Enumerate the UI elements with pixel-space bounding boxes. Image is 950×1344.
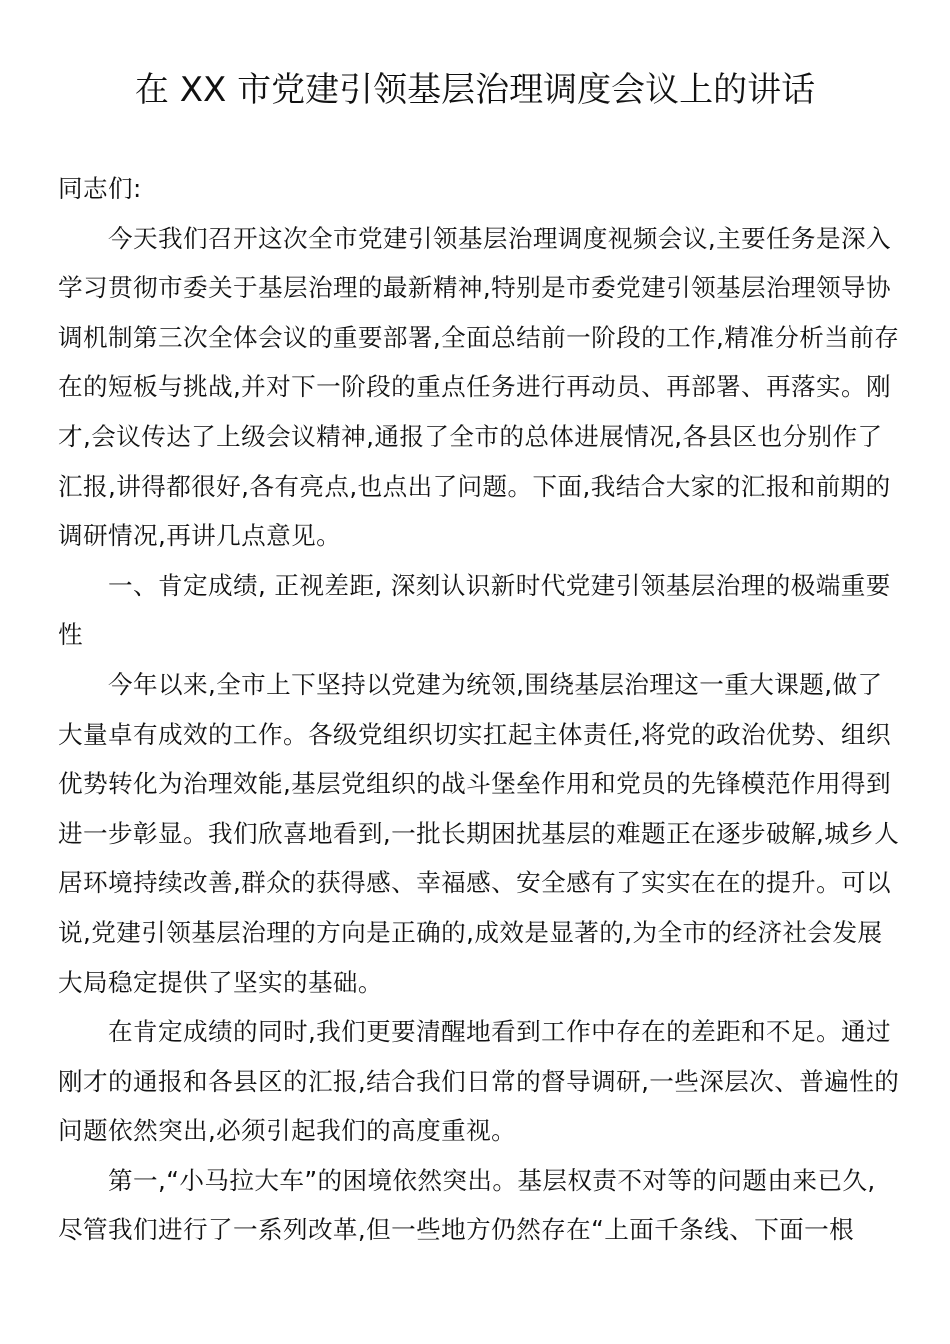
paragraph-line: 大局稳定提供了坚实的基础。 [58, 967, 383, 997]
paragraph-line: 第一,“小马拉大车”的困境依然突出。基层权责不对等的问题由来已久, [108, 1165, 876, 1195]
section-heading-line: 性 [58, 620, 83, 650]
paragraph-line: 才,会议传达了上级会议精神,通报了全市的总体进展情况,各县区也分别作了 [58, 421, 883, 451]
paragraph-line: 调机制第三次全体会议的重要部署,全面总结前一阶段的工作,精准分析当前存 [58, 322, 900, 352]
paragraph-line: 调研情况,再讲几点意见。 [58, 521, 342, 551]
paragraph-line: 大量卓有成效的工作。各级党组织切实扛起主体责任,将党的政治优势、组织 [58, 719, 892, 749]
paragraph-line: 学习贯彻市委关于基层治理的最新精神,特别是市委党建引领基层治理领导协 [58, 273, 892, 303]
paragraph-line: 在肯定成绩的同时,我们更要清醒地看到工作中存在的差距和不足。通过 [108, 1017, 892, 1047]
document-title: 在 XX 市党建引领基层治理调度会议上的讲话 [134, 70, 816, 110]
paragraph-line: 尽管我们进行了一系列改革,但一些地方仍然存在“上面千条线、下面一根 [58, 1215, 855, 1245]
paragraph-line: 今天我们召开这次全市党建引领基层治理调度视频会议,主要任务是深入 [108, 223, 892, 253]
paragraph-line: 居环境持续改善,群众的获得感、幸福感、安全感有了实实在在的提升。可以 [58, 868, 892, 898]
salutation-line: 同志们: [58, 174, 142, 203]
paragraph-line: 问题依然突出,必须引起我们的高度重视。 [58, 1116, 517, 1146]
paragraph-line: 汇报,讲得都很好,各有亮点,也点出了问题。下面,我结合大家的汇报和前期的 [58, 471, 891, 501]
paragraph-line: 今年以来,全市上下坚持以党建为统领,围绕基层治理这一重大课题,做了 [108, 669, 883, 699]
document-body [58, 164, 900, 1255]
paragraph-line: 刚才的通报和各县区的汇报,结合我们日常的督导调研,一些深层次、普遍性的 [58, 1066, 900, 1096]
paragraph-line: 优势转化为治理效能,基层党组织的战斗堡垒作用和党员的先锋模范作用得到 [58, 769, 892, 799]
section-heading-line: 一、肯定成绩, 正视差距, 深刻认识新时代党建引领基层治理的极端重要 [108, 570, 891, 600]
paragraph-line: 说,党建引领基层治理的方向是正确的,成效是显著的,为全市的经济社会发展 [58, 917, 883, 947]
paragraph-line: 进一步彰显。我们欣喜地看到,一批长期困扰基层的难题正在逐步破解,城乡人 [58, 818, 900, 848]
paragraph-line: 在的短板与挑战,并对下一阶段的重点任务进行再动员、再部署、再落实。刚 [58, 372, 892, 402]
